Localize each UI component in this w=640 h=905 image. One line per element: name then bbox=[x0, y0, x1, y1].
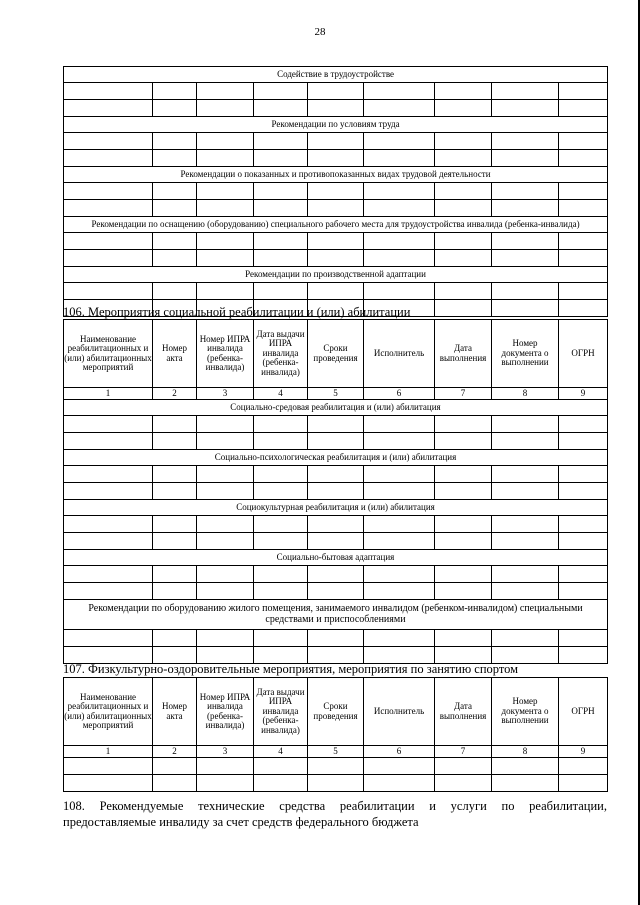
col-number: 9 bbox=[559, 746, 608, 758]
section-header: Рекомендации о показанных и противопоказанных видах трудовой деятельности bbox=[64, 167, 608, 183]
section-header: Рекомендации по оборудованию жилого помещения, занимаемого инвалидом (ребенком-инвалидом) специальными средствами и приспособлениями bbox=[64, 600, 608, 630]
col-header: Сроки проведения bbox=[308, 678, 364, 746]
table-row bbox=[64, 250, 608, 267]
col-header: Дата выдачи ИПРА инвалида (ребенка-инвалида) bbox=[254, 320, 308, 388]
col-header: Номер документа о выполнении bbox=[492, 320, 559, 388]
page-number: 28 bbox=[314, 26, 326, 38]
table-row bbox=[64, 83, 608, 100]
section-header: Рекомендации по условиям труда bbox=[64, 117, 608, 133]
col-number: 8 bbox=[492, 388, 559, 400]
col-number-row bbox=[64, 746, 608, 758]
col-header: Исполнитель bbox=[364, 320, 435, 388]
table-row bbox=[64, 150, 608, 167]
col-number: 3 bbox=[197, 388, 254, 400]
table-row bbox=[64, 283, 608, 300]
col-header: Номер акта bbox=[153, 678, 197, 746]
table-row bbox=[64, 133, 608, 150]
col-header: Номер акта bbox=[153, 320, 197, 388]
section-108-line2: предоставляемые инвалиду за счет средств федерального бюджета bbox=[63, 815, 419, 829]
table-row bbox=[64, 647, 608, 664]
table-row bbox=[64, 466, 608, 483]
col-number-row bbox=[64, 388, 608, 400]
table-row bbox=[64, 566, 608, 583]
col-number: 1 bbox=[64, 746, 153, 758]
col-header: Дата выполнения bbox=[435, 320, 492, 388]
table-row bbox=[64, 483, 608, 500]
section-header: Рекомендации по производственной адаптации bbox=[64, 267, 608, 283]
social-rehab-table bbox=[63, 319, 608, 664]
section-106-title: 106. Мероприятия социальной реабилитации и (или) абилитации bbox=[63, 305, 411, 319]
col-number: 6 bbox=[364, 746, 435, 758]
section-header: Социально-средовая реабилитация и (или) абилитация bbox=[64, 400, 608, 416]
col-header: Наименование реабилитационных и (или) абилитационных мероприятий bbox=[64, 678, 153, 746]
col-header: Дата выдачи ИПРА инвалида (ребенка-инвалида) bbox=[254, 678, 308, 746]
col-number: 5 bbox=[308, 388, 364, 400]
col-header: ОГРН bbox=[559, 678, 608, 746]
col-number: 2 bbox=[153, 388, 197, 400]
col-number: 7 bbox=[435, 388, 492, 400]
table-row bbox=[64, 416, 608, 433]
section-header: Социально-бытовая адаптация bbox=[64, 550, 608, 566]
col-number: 3 bbox=[197, 746, 254, 758]
table-row bbox=[64, 533, 608, 550]
sport-activities-table bbox=[63, 677, 608, 792]
col-number: 5 bbox=[308, 746, 364, 758]
col-number: 4 bbox=[254, 746, 308, 758]
header-row bbox=[64, 678, 608, 746]
section-header: Содействие в трудоустройстве bbox=[64, 67, 608, 83]
col-number: 4 bbox=[254, 388, 308, 400]
table-row bbox=[64, 583, 608, 600]
section-header: Социокультурная реабилитация и (или) абилитация bbox=[64, 500, 608, 516]
table-row bbox=[64, 100, 608, 117]
col-header: Номер документа о выполнении bbox=[492, 678, 559, 746]
header-row bbox=[64, 320, 608, 388]
section-header: Социально-психологическая реабилитация и (или) абилитация bbox=[64, 450, 608, 466]
section-header: Рекомендации по оснащению (оборудованию) специального рабочего места для трудоустройства инвалида (ребенка-инвалида) bbox=[64, 217, 608, 233]
section-107-title: 107. Физкультурно-оздоровительные мероприятия, мероприятия по занятию спортом bbox=[63, 662, 519, 676]
employment-table bbox=[63, 66, 608, 317]
col-number: 1 bbox=[64, 388, 153, 400]
col-header: Номер ИПРА инвалида (ребенка-инвалида) bbox=[197, 320, 254, 388]
col-number: 2 bbox=[153, 746, 197, 758]
col-header: ОГРН bbox=[559, 320, 608, 388]
table-row bbox=[64, 433, 608, 450]
col-header: Дата выполнения bbox=[435, 678, 492, 746]
table-row bbox=[64, 630, 608, 647]
table-row bbox=[64, 200, 608, 217]
table-row bbox=[64, 775, 608, 792]
table-row bbox=[64, 233, 608, 250]
section-108-line1: 108. Рекомендуемые технические средства реабилитации и услуги по реабилитации, bbox=[63, 799, 607, 813]
col-header: Исполнитель bbox=[364, 678, 435, 746]
section-108-text bbox=[63, 798, 607, 830]
col-header: Номер ИПРА инвалида (ребенка-инвалида) bbox=[197, 678, 254, 746]
table-row bbox=[64, 516, 608, 533]
col-number: 9 bbox=[559, 388, 608, 400]
col-header: Сроки проведения bbox=[308, 320, 364, 388]
col-number: 6 bbox=[364, 388, 435, 400]
col-header: Наименование реабилитационных и (или) абилитационных мероприятий bbox=[64, 320, 153, 388]
table-row bbox=[64, 183, 608, 200]
col-number: 8 bbox=[492, 746, 559, 758]
col-number: 7 bbox=[435, 746, 492, 758]
table-row bbox=[64, 758, 608, 775]
